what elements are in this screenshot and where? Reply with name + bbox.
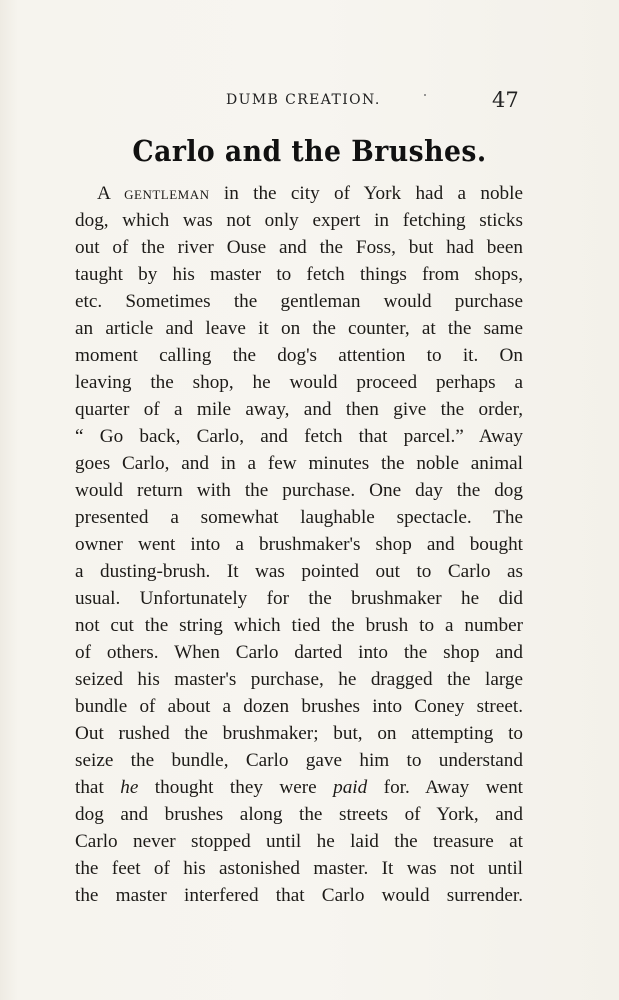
running-head (0, 88, 619, 112)
text-run: taught by his master to fetch things from shops, (75, 264, 523, 285)
text-line (75, 180, 523, 207)
text-run: usual. Unfortunately for the brushmaker he did (75, 588, 523, 609)
running-title: DUMB CREATION. (226, 92, 381, 108)
text-line (75, 774, 523, 801)
text-run: seized his master's purchase, he dragged the large (75, 669, 523, 690)
text-line (75, 720, 523, 747)
italic-text: he (120, 777, 139, 798)
text-run: that (75, 777, 121, 798)
text-run: in the city of York had a noble (209, 183, 523, 204)
text-run: thought they were (138, 777, 334, 798)
body-text (75, 180, 523, 909)
page-number: 47 (492, 88, 519, 112)
text-line (75, 882, 523, 909)
text-run: seize the bundle, Carlo gave him to understand (75, 750, 523, 771)
text-line (75, 639, 523, 666)
text-line (75, 531, 523, 558)
chapter-title: Carlo and the Brushes. (132, 134, 487, 168)
text-run: an article and leave it on the counter, at the same (75, 318, 523, 339)
text-line (75, 315, 523, 342)
text-run: quarter of a mile away, and then give the order, (75, 399, 523, 420)
text-run: would return with the purchase. One day the dog (75, 480, 523, 501)
text-run: a dusting-brush. It was pointed out to Carlo as (75, 561, 523, 582)
text-line (75, 855, 523, 882)
text-run: presented a somewhat laughable spectacle. The (75, 507, 523, 528)
text-run: of others. When Carlo darted into the shop and (75, 642, 523, 663)
text-run: etc. Sometimes the gentleman would purchase (75, 291, 523, 312)
text-line (75, 369, 523, 396)
text-run: leaving the shop, he would proceed perhaps a (75, 372, 523, 393)
text-line (75, 801, 523, 828)
text-line (75, 747, 523, 774)
text-run: the master interfered that Carlo would surrender. (75, 885, 523, 906)
text-line (75, 423, 523, 450)
text-line (75, 504, 523, 531)
text-line (75, 612, 523, 639)
text-line (75, 828, 523, 855)
text-run: moment calling the dog's attention to it. On (75, 345, 523, 366)
text-run: bundle of about a dozen brushes into Coney street. (75, 696, 523, 717)
text-line (75, 288, 523, 315)
text-line (75, 396, 523, 423)
text-line (75, 666, 523, 693)
text-run: goes Carlo, and in a few minutes the noble animal (75, 453, 523, 474)
text-line (75, 342, 523, 369)
text-line (75, 585, 523, 612)
text-run: not cut the string which tied the brush to a number (75, 615, 523, 636)
text-run: for. Away went (367, 777, 523, 798)
text-line (75, 558, 523, 585)
text-run: the feet of his astonished master. It was not until (75, 858, 523, 879)
text-run: Carlo never stopped until he laid the treasure at (75, 831, 523, 852)
text-line (75, 477, 523, 504)
text-run: Out rushed the brushmaker; but, on attempting to (75, 723, 523, 744)
small-caps-text: gentleman (124, 183, 210, 204)
text-run: out of the river Ouse and the Foss, but had been (75, 237, 523, 258)
text-line (75, 450, 523, 477)
text-line (75, 693, 523, 720)
text-run: owner went into a brushmaker's shop and bought (75, 534, 523, 555)
text-line (75, 261, 523, 288)
text-run: dog and brushes along the streets of York, and (75, 804, 523, 825)
text-run: dog, which was not only expert in fetching sticks (75, 210, 523, 231)
text-run: “ Go back, Carlo, and fetch that parcel.” Away (75, 426, 523, 447)
print-speck (424, 94, 426, 96)
text-line (75, 234, 523, 261)
text-run: A (97, 183, 125, 204)
text-line (75, 207, 523, 234)
italic-text: paid (333, 777, 368, 798)
